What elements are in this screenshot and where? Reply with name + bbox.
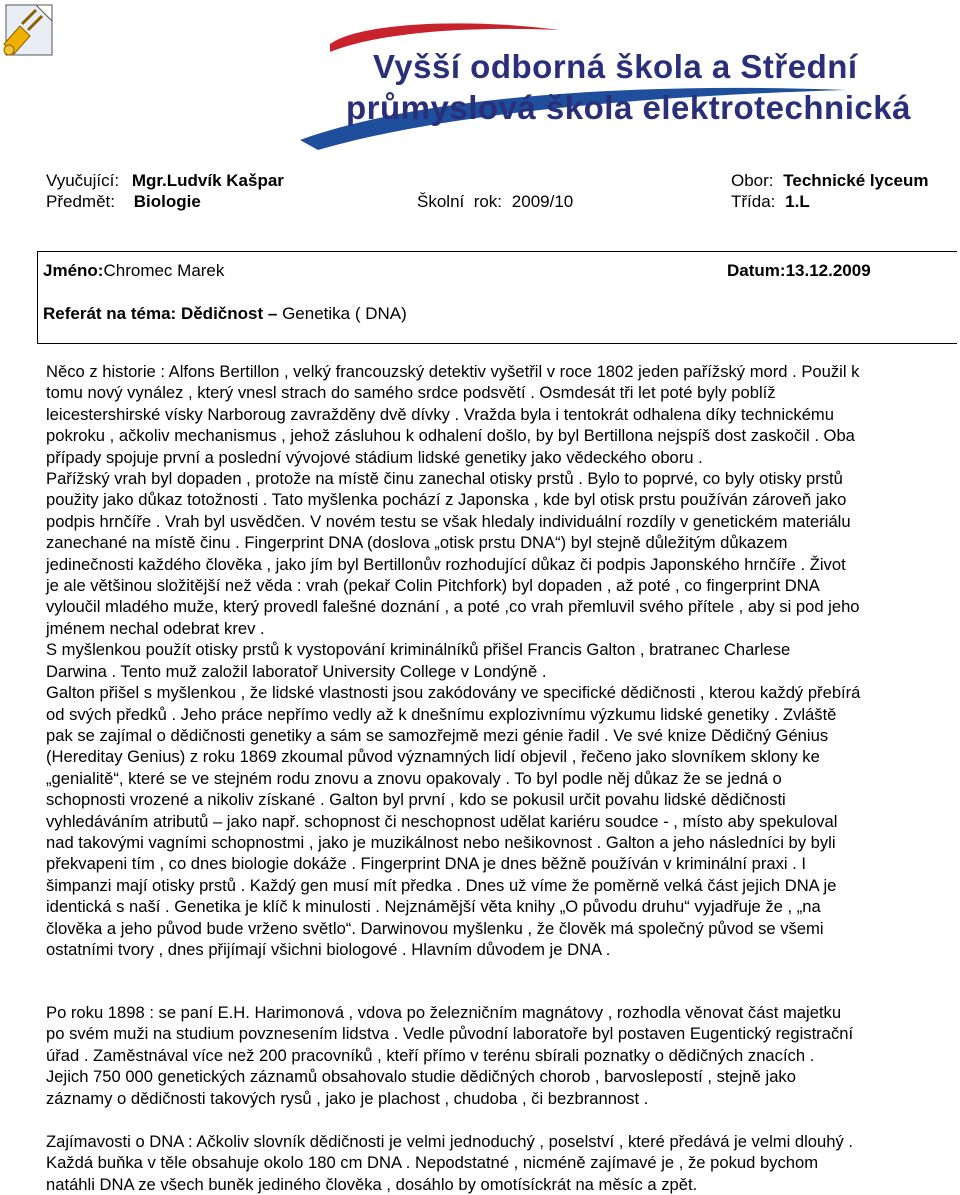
text-line: Každá buňka v těle obsahuje okolo 180 cm DNA . Nepodstatné , nicméně zajímavé je , že pokud bychom xyxy=(46,1153,819,1173)
text-line: (Hereditay Genius) z roku 1869 zkoumal původ významných lidí objevil , řečeno jako slovníkem sklony ke xyxy=(46,747,820,767)
text-line: Po roku 1898 : se paní E.H. Harimonová , vdova po železničním magnátovy , rozhodla věnovat část majetku xyxy=(46,1003,842,1022)
text-line: jménem nechal odebrat krev . xyxy=(46,618,265,638)
date-line xyxy=(727,261,871,281)
field-row xyxy=(731,170,928,191)
text-line: ostatními tvory , dnes přijímají všichni biologové . Hlavním důvodem je DNA . xyxy=(46,939,611,959)
text-line: záznamy o dědičnosti takových rysů , jako je plachost , chudoba , či bezbrannost . xyxy=(46,1088,649,1108)
paragraph-history xyxy=(46,361,958,960)
name-line xyxy=(43,261,224,281)
year-row xyxy=(417,191,573,212)
text-line: Něco z historie : Alfons Bertillon , velký francouzský detektiv vyšetřil v roce 1802 jeden pařížský mord . Použil k xyxy=(46,362,860,381)
teacher-row xyxy=(46,170,284,191)
text-line: použity jako důkaz totožnosti . Tato myšlenka pochází z Japonska , kde byl otisk prstu používán zároveň jako xyxy=(46,490,847,510)
class-label: Třída: xyxy=(731,192,776,211)
topic-label: Referát na téma: xyxy=(43,304,177,323)
text-line: tomu nový vynález , který vnesl strach do samého srdce podsvětí . Osmdesát tři let poté byly poblíž xyxy=(46,383,776,403)
text-line: identická s naší . Genetika je klíč k minulosti . Nejznámější věta knihy „O původu druhu“ vyjadřuje že , „na xyxy=(46,897,821,917)
text-line: leicestershirské vísky Narboroug zavražděny dvě dívky . Vražda byla i tentokrát odhalena díky technickému xyxy=(46,404,834,424)
teacher-value: Mgr.Ludvík Kašpar xyxy=(131,171,284,190)
text-line: vyhledáváním atributů – jako např. schopnost či neschopnost udělat kariéru soudce - , místo aby spekuloval xyxy=(46,811,838,831)
name-label: Jméno: xyxy=(43,261,104,280)
subject-row xyxy=(46,191,201,212)
text-line: případy spojuje první a poslední vývojové stádium lidské genetiky jako vědeckého oboru . xyxy=(46,447,703,467)
topic-value: Dědičnost xyxy=(180,304,264,323)
plug-icon xyxy=(4,5,52,55)
text-line: Jejich 750 000 genetických záznamů obsahovalo studie dědičných chorob , barvoslepostí , stejně jako xyxy=(46,1067,796,1087)
text-line: zanechané na místě činu . Fingerprint DNA (doslova „otisk prstu DNA“) byl stejně důležitým důkazem xyxy=(46,533,788,553)
date-label: Datum: xyxy=(727,261,786,280)
teacher-label: Vyučující: xyxy=(46,171,120,190)
subject-label: Předmět: xyxy=(46,192,115,211)
text-line: od svých předků . Jeho práce nepřímo vedly až k dnešnímu explozivnímu výzkumu lidské genetiky . Zvláště xyxy=(46,704,837,724)
text-line: je ale většinou složitější než věda : vrah (pekař Colin Pitchfork) byl dopaden , až poté , co fingerprint DNA xyxy=(46,576,820,596)
text-line: „genialitě“, které se ve stejném rodu znovu a znovu opakovaly . To byl podle něj důkaz že se jedná o xyxy=(46,768,782,788)
name-value: Chromec Marek xyxy=(103,261,225,280)
text-line: S myšlenkou použít otisky prstů k vystopování kriminálníků přišel Francis Galton , bratranec Charlese xyxy=(46,640,791,660)
paragraph-harimon xyxy=(46,1002,958,1109)
header xyxy=(0,0,960,150)
school-name-line1: Vyšší odborná škola a Střední xyxy=(373,48,858,85)
text-line: překvapeni tím , co dnes biologie dokáže . Fingerprint DNA je dnes běžně používán v kriminální praxi . I xyxy=(46,854,807,874)
text-line: nad takovými vagními schopnostmi , jako je muzikálnost nebo nešikovnost . Galton a jeho následníci by byli xyxy=(46,832,836,852)
subject-value: Biologie xyxy=(133,192,201,211)
text-line: člověka a jeho původ bude vrženo světlo“. Darwinovou myšlenku , že člověk má společný původ se všemi xyxy=(46,918,824,938)
text-line: Galton přišel s myšlenkou , že lidské vlastnosti jsou zakódovány ve specifické dědičnosti , kterou každý přebírá xyxy=(46,683,861,703)
date-value: 13.12.2009 xyxy=(785,261,871,280)
text-line: Zajímavosti o DNA : Ačkoliv slovník dědičnosti je velmi jednoduchý , poselství , které předává je velmi dlouhý . xyxy=(46,1132,854,1151)
school-name-line2: průmyslová škola elektrotechnická xyxy=(346,89,911,126)
topic-rest: Genetika ( DNA) xyxy=(282,304,407,323)
topic-line xyxy=(43,304,407,324)
text-line: natáhli DNA ze všech buněk jediného člověka , dosáhlo by omotísíckrát na měsíc a zpět. xyxy=(46,1174,698,1194)
text-line: vyloučil mladého muže, který provedl falešné doznání , a poté ,co vrah přemluvil svého přítele , aby si pod jeho xyxy=(46,597,860,617)
field-label: Obor: xyxy=(731,171,774,190)
paragraph-dna-facts xyxy=(46,1131,958,1195)
text-line: šimpanzi mají otisky prstů . Každý gen musí mít předka . Dnes už víme že poměrně velká část jejich DNA je xyxy=(46,875,837,895)
text-line: pak se zajímal o dědičnosti genetiky a sám se samozřejmě mezi génie řadil . Ve své knize Dědičný Génius xyxy=(46,725,829,745)
text-line: Pařížský vrah byl dopaden , protože na místě činu zanechal otisky prstů . Bylo to poprvé, co byly otisky prstů xyxy=(46,469,843,489)
info-box xyxy=(37,251,957,344)
year-value: 2009/10 xyxy=(511,192,574,211)
text-line: úřad . Zaměstnával více než 200 pracovníků , kteří přímo v terénu sbírali poznatky o dědičných znacích . xyxy=(46,1045,815,1065)
text-line: Darwina . Tento muž založil laboratoř University College v Londýně . xyxy=(46,661,547,681)
year-label: Školní rok: xyxy=(417,192,503,211)
text-line: po svém muži na studium povznesením lidstva . Vedle původní laboratoře byl postaven Eugentický registrační xyxy=(46,1024,854,1044)
class-value: 1.L xyxy=(785,192,810,211)
text-line: jedinečnosti každého člověka , jako jím byl Bertillonův rozhodující důkaz či podpis Japonského hrnčíře . Život xyxy=(46,554,846,574)
class-row xyxy=(731,191,810,212)
text-line: pokroku , ačkoliv mechanismus , jehož zásluhou k odhalení došlo, by byl Bertillona nejspíš dost zaskočil . Oba xyxy=(46,426,855,446)
field-value: Technické lyceum xyxy=(783,171,929,190)
text-line: podpis hrnčíře . Vrah byl usvědčen. V novém testu se však hledaly individuální rozdíly v genetickém materiálu xyxy=(46,511,851,531)
text-line: schopnosti vrozené a nikoliv získané . Galton byl první , kdo se pokusil určit povahu lidské dědičnosti xyxy=(46,790,786,810)
topic-dash: – xyxy=(267,304,278,323)
